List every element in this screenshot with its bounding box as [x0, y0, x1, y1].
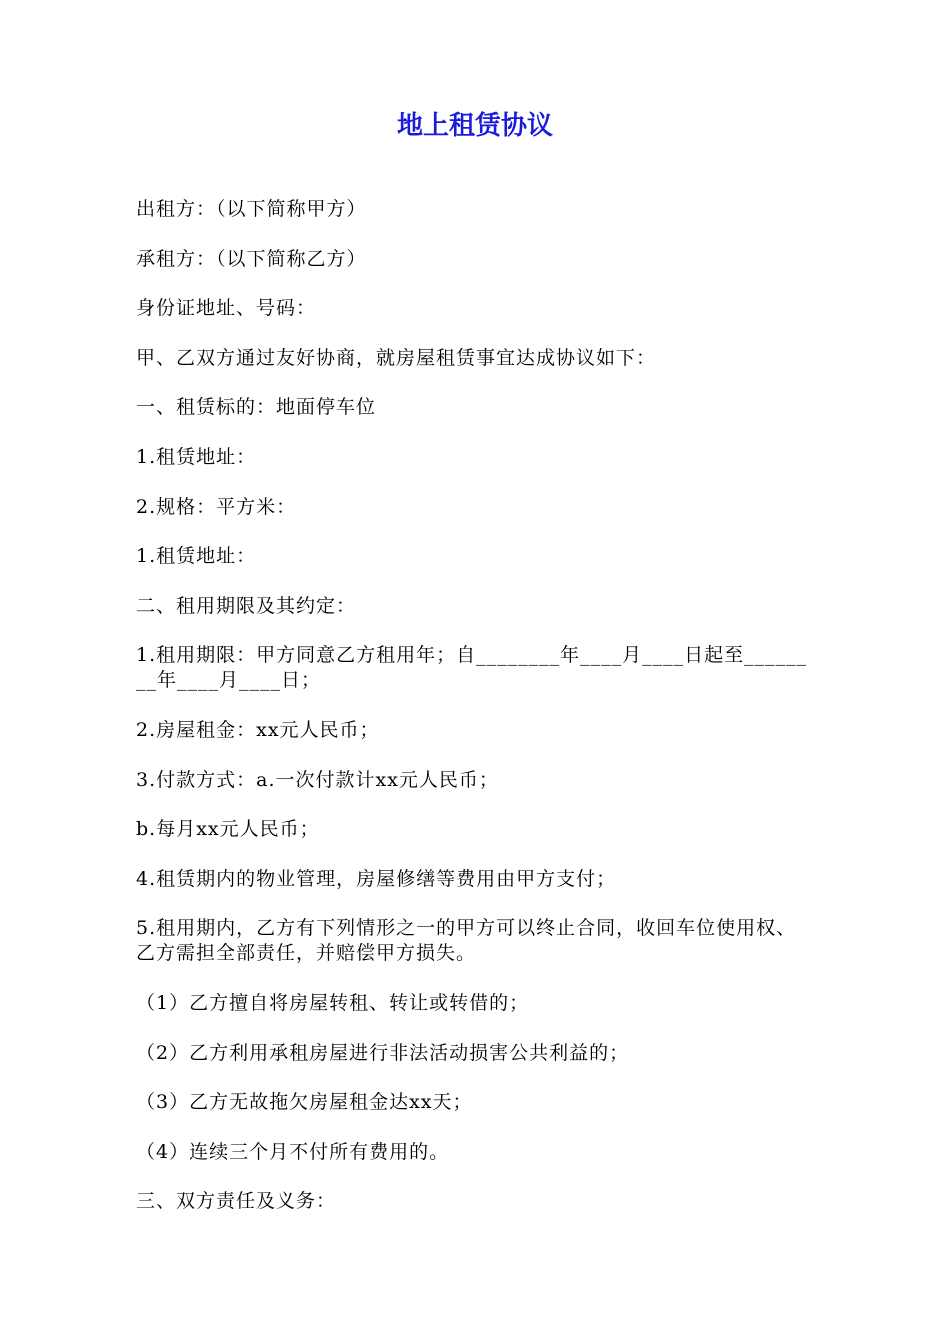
section-heading-2: 二、租用期限及其约定：	[136, 594, 357, 617]
paragraph-item: 3.付款方式：a.一次付款计xx元人民币；	[136, 768, 499, 791]
paragraph-item: b.每月xx元人民币；	[136, 818, 320, 841]
paragraph-item: 1.租赁地址：	[136, 545, 257, 568]
paragraph-intro: 甲、乙双方通过友好协商，就房屋租赁事宜达成协议如下：	[136, 346, 657, 369]
paragraph-lessee: 承租方：（以下简称乙方）	[136, 247, 367, 270]
paragraph-subitem: （4）连续三个月不付所有费用的。	[136, 1140, 450, 1163]
section-heading-3: 三、双方责任及义务：	[136, 1190, 337, 1213]
paragraph-subitem: （2）乙方利用承租房屋进行非法活动损害公共利益的；	[136, 1041, 630, 1064]
document-body	[136, 197, 816, 1239]
paragraph-lessor: 出租方：（以下简称甲方）	[136, 198, 367, 220]
paragraph-id-address: 身份证地址、号码：	[136, 297, 317, 320]
paragraph-subitem: （1）乙方擅自将房屋转租、转让或转借的；	[136, 991, 530, 1014]
paragraph-subitem: （3）乙方无故拖欠房屋租金达xx天；	[136, 1091, 473, 1114]
paragraph-item: 5.租用期内，乙方有下列情形之一的甲方可以终止合同，收回车位使用权、乙方需担全部责任，并赔偿甲方损失。	[136, 917, 797, 965]
paragraph-item: 1.租用期限：甲方同意乙方租用年；自________年____月____日起至________年____月____日；	[136, 644, 808, 692]
paragraph-item: 2.房屋租金：xx元人民币；	[136, 718, 380, 741]
document-title: 地上租赁协议	[396, 111, 553, 141]
paragraph-item: 4.租赁期内的物业管理，房屋修缮等费用由甲方支付；	[136, 867, 617, 890]
paragraph-item: 2.规格：平方米：	[136, 495, 297, 518]
paragraph-item: 1.租赁地址：	[136, 445, 257, 468]
section-heading-1: 一、租赁标的：地面停车位	[136, 396, 377, 419]
